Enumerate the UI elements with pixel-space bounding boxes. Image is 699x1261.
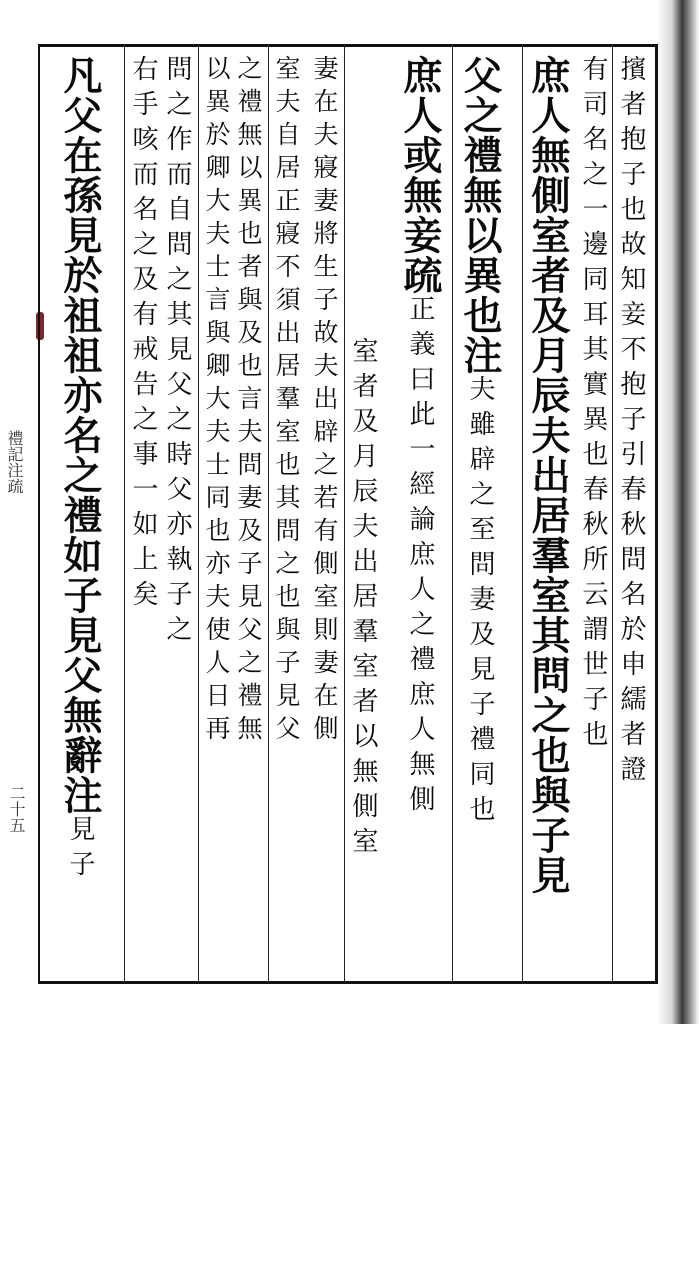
text-column-12: 右手咳而名之及有戒告之事一如上矣 xyxy=(128,55,158,615)
margin-page-number: 二十五 xyxy=(7,785,26,833)
text-column-10: 以異於卿大夫士言與卿大夫士同也亦夫使人日再 xyxy=(202,55,231,748)
text-column-7: 妻在夫寢妻將生子故夫出辟之若有側室則妻在側 xyxy=(310,55,339,748)
text-column-3: 庶人無側室者及月辰夫出居羣室其問之也與子見 xyxy=(525,55,571,895)
text-column-1: 擯者抱子也故知妾不抱子引春秋問名於申繻者證 xyxy=(616,55,646,790)
text-column-4 xyxy=(457,55,503,979)
main-text: 凡父在孫見於祖祖亦名之禮如子見父無辭注 xyxy=(57,55,103,815)
text-column-8: 室夫自居正寢不須出居羣室也其問之也與子見父 xyxy=(272,55,301,748)
text-column-2: 有司名之一邊同耳其實異也春秋所云謂世子也 xyxy=(578,55,608,755)
text-column-5 xyxy=(397,55,443,979)
margin-book-title: 禮記注疏 xyxy=(5,430,24,494)
column-rule xyxy=(612,47,613,981)
column-rule xyxy=(344,47,345,981)
text-column-13 xyxy=(57,55,103,979)
text-column-9: 之禮無以異也者與及也言夫問妻及子見父之禮無 xyxy=(234,55,263,748)
annotation-text: 見子 xyxy=(65,815,95,885)
main-text: 父之禮無以異也注 xyxy=(457,55,503,375)
column-rule xyxy=(268,47,269,981)
annotation-text: 夫雖辟之至問妻及見子禮同也 xyxy=(465,375,495,830)
main-text: 庶人或無妾疏 xyxy=(397,55,443,295)
column-rule xyxy=(522,47,523,981)
binding-shadow xyxy=(657,0,699,1024)
column-rule xyxy=(198,47,199,981)
annotation-text: 正義曰此一經論庶人之禮庶人無側 xyxy=(405,295,435,820)
column-rule xyxy=(452,47,453,981)
text-frame xyxy=(38,44,658,984)
column-rule xyxy=(124,47,125,981)
text-column-11: 問之作而自問之其見父之時父亦執子之 xyxy=(162,55,192,650)
text-column-6: 室者及月辰夫出居羣室者以無側室 xyxy=(348,337,378,862)
